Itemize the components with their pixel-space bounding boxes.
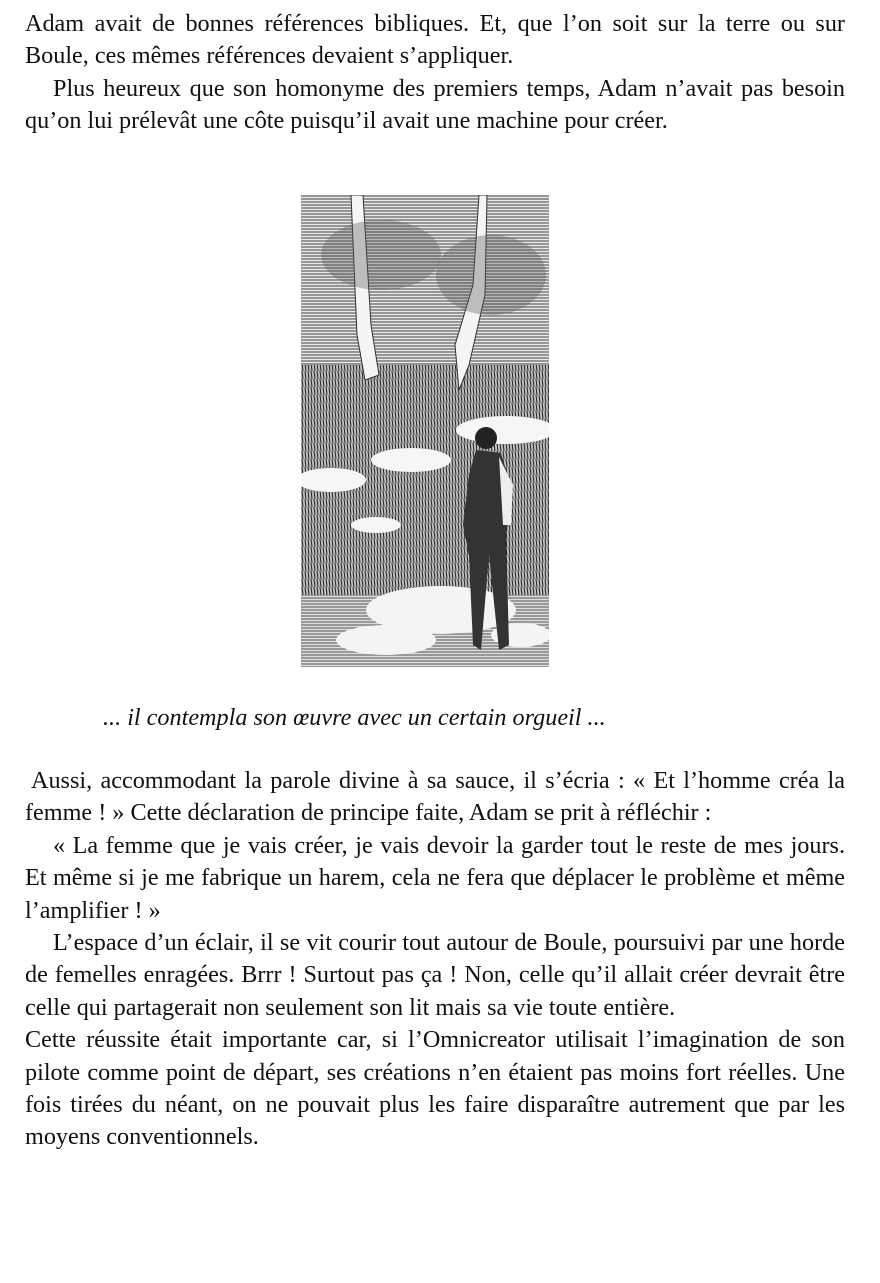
engraving-image bbox=[301, 195, 549, 667]
paragraph: Adam avait de bonnes références bibliques. Et, que l’on soit sur la terre ou sur Boule, ces mêmes références devaient s’appliquer. bbox=[25, 10, 845, 70]
bottom-text-block bbox=[25, 765, 845, 1154]
figure-caption: ... il contempla son œuvre avec un certain orgueil ... bbox=[103, 704, 606, 731]
paragraph: « La femme que je vais créer, je vais devoir la garder tout le reste de mes jours. Et même si je me fabrique un harem, cela ne fera que déplacer le problème et même l’amplifier ! » bbox=[25, 831, 845, 924]
illustration bbox=[301, 195, 549, 667]
paragraph: Aussi, accommodant la parole divine à sa sauce, il s’écria : « Et l’homme créa la femme ! » Cette déclaration de principe faite, Adam se prit à réfléchir : bbox=[25, 767, 845, 827]
paragraph: Cette réussite était importante car, si l’Omnicreator utilisait l’imagination de son pilote comme point de départ, ses créations n’en étaient pas moins fort réelles. Une fois tirées du néant, on ne pouvait plus les faire disparaître autrement que par les moyens conventionnels. bbox=[25, 1026, 845, 1151]
paragraph: L’espace d’un éclair, il se vit courir tout autour de Boule, poursuivi par une horde de femelles enragées. Brrr ! Surtout pas ça ! Non, celle qu’il allait créer devrait être celle qui partagerait non seulement son lit mais sa vie toute entière. bbox=[25, 929, 845, 1021]
paragraph: Plus heureux que son homonyme des premiers temps, Adam n’avait pas besoin qu’on lui prélevât une côte puisqu’il avait une machine pour créer. bbox=[25, 74, 845, 135]
top-text-block bbox=[25, 8, 845, 138]
